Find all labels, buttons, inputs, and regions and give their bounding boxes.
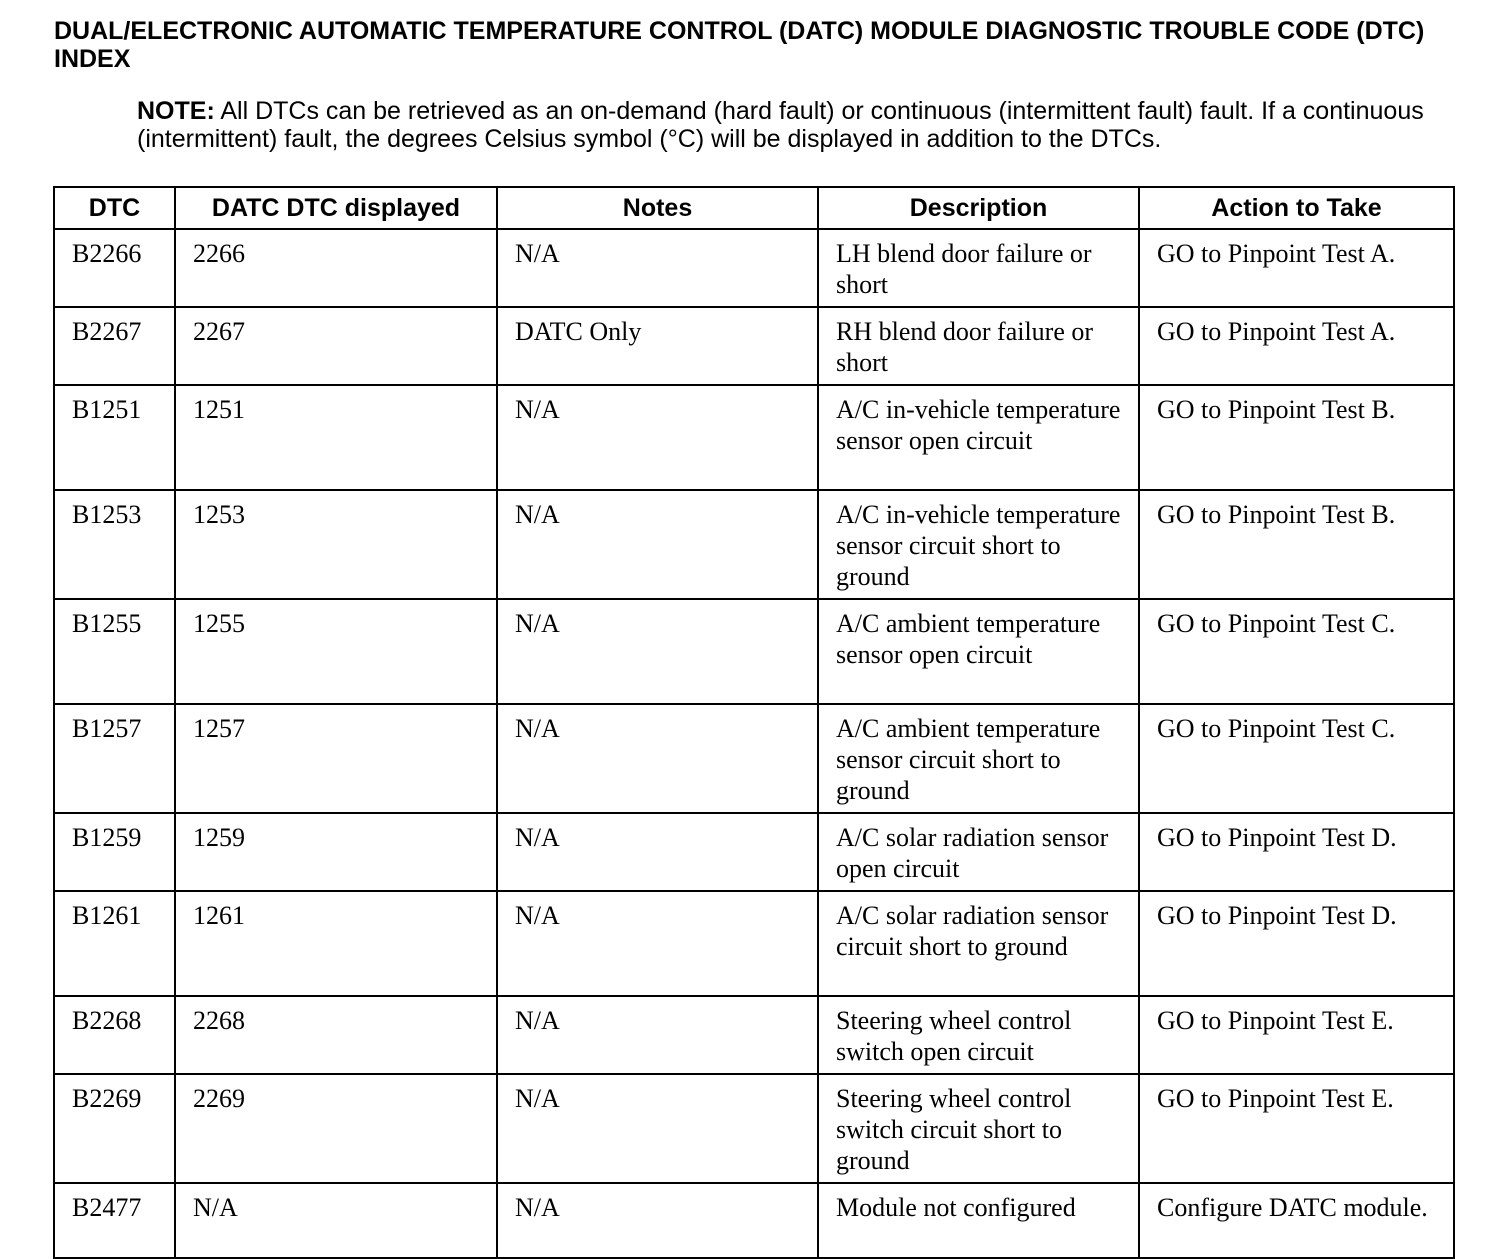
cell-displayed: 1257 xyxy=(175,704,497,813)
cell-notes: N/A xyxy=(497,813,818,891)
cell-notes: N/A xyxy=(497,385,818,490)
cell-description: Steering wheel control switch circuit short to ground xyxy=(818,1074,1139,1183)
cell-notes: N/A xyxy=(497,599,818,704)
cell-description: A/C in-vehicle temperature sensor open circuit xyxy=(818,385,1139,490)
cell-action: GO to Pinpoint Test A. xyxy=(1139,307,1454,385)
cell-action: GO to Pinpoint Test B. xyxy=(1139,490,1454,599)
cell-dtc: B1257 xyxy=(54,704,175,813)
cell-description: A/C ambient temperature sensor open circuit xyxy=(818,599,1139,704)
table-row xyxy=(54,307,1454,385)
cell-dtc: B2267 xyxy=(54,307,175,385)
note-label: NOTE: xyxy=(137,97,215,125)
cell-dtc: B1255 xyxy=(54,599,175,704)
cell-action: GO to Pinpoint Test C. xyxy=(1139,704,1454,813)
cell-dtc: B1259 xyxy=(54,813,175,891)
cell-action: GO to Pinpoint Test A. xyxy=(1139,229,1454,307)
page-title: DUAL/ELECTRONIC AUTOMATIC TEMPERATURE CONTROL (DATC) MODULE DIAGNOSTIC TROUBLE CODE (DTC) INDEX xyxy=(54,17,1425,73)
note-paragraph xyxy=(137,97,1457,153)
cell-notes: N/A xyxy=(497,229,818,307)
cell-action: GO to Pinpoint Test B. xyxy=(1139,385,1454,490)
cell-notes: N/A xyxy=(497,996,818,1074)
cell-action: GO to Pinpoint Test D. xyxy=(1139,813,1454,891)
cell-action: GO to Pinpoint Test E. xyxy=(1139,996,1454,1074)
cell-notes: N/A xyxy=(497,891,818,996)
cell-action: GO to Pinpoint Test E. xyxy=(1139,1074,1454,1183)
cell-displayed: 2266 xyxy=(175,229,497,307)
cell-displayed: 1255 xyxy=(175,599,497,704)
cell-description: A/C in-vehicle temperature sensor circuit short to ground xyxy=(818,490,1139,599)
cell-description: LH blend door failure or short xyxy=(818,229,1139,307)
cell-dtc: B1261 xyxy=(54,891,175,996)
cell-notes: N/A xyxy=(497,1074,818,1183)
table-row xyxy=(54,1183,1454,1258)
cell-dtc: B2266 xyxy=(54,229,175,307)
table-row xyxy=(54,229,1454,307)
cell-displayed: 2267 xyxy=(175,307,497,385)
cell-displayed: 2269 xyxy=(175,1074,497,1183)
cell-displayed: 1251 xyxy=(175,385,497,490)
cell-dtc: B1251 xyxy=(54,385,175,490)
table-row xyxy=(54,599,1454,704)
cell-dtc: B2268 xyxy=(54,996,175,1074)
cell-action: Configure DATC module. xyxy=(1139,1183,1454,1258)
cell-dtc: B2269 xyxy=(54,1074,175,1183)
table-row xyxy=(54,813,1454,891)
cell-description: A/C solar radiation sensor circuit short to ground xyxy=(818,891,1139,996)
cell-notes: N/A xyxy=(497,704,818,813)
cell-displayed: 1259 xyxy=(175,813,497,891)
cell-displayed: 1261 xyxy=(175,891,497,996)
dtc-index-table xyxy=(53,186,1455,1259)
header-notes: Notes xyxy=(497,187,818,229)
cell-dtc: B1253 xyxy=(54,490,175,599)
header-datc-dtc-displayed: DATC DTC displayed xyxy=(175,187,497,229)
cell-description: RH blend door failure or short xyxy=(818,307,1139,385)
cell-notes: N/A xyxy=(497,1183,818,1258)
cell-description: A/C ambient temperature sensor circuit short to ground xyxy=(818,704,1139,813)
cell-notes: N/A xyxy=(497,490,818,599)
cell-description: Module not configured xyxy=(818,1183,1139,1258)
table-row xyxy=(54,996,1454,1074)
cell-displayed: 2268 xyxy=(175,996,497,1074)
cell-displayed: N/A xyxy=(175,1183,497,1258)
cell-action: GO to Pinpoint Test D. xyxy=(1139,891,1454,996)
header-dtc: DTC xyxy=(54,187,175,229)
table-row xyxy=(54,1074,1454,1183)
note-text: All DTCs can be retrieved as an on-demand (hard fault) or continuous (intermittent fault) fault. If a continuous (intermittent) fault, the degrees Celsius symbol (°C) will be displayed in addition to the DTCs. xyxy=(137,97,1424,153)
table-row xyxy=(54,490,1454,599)
table-row xyxy=(54,891,1454,996)
table-header-row xyxy=(54,187,1454,229)
cell-description: Steering wheel control switch open circuit xyxy=(818,996,1139,1074)
table-row xyxy=(54,385,1454,490)
cell-dtc: B2477 xyxy=(54,1183,175,1258)
cell-action: GO to Pinpoint Test C. xyxy=(1139,599,1454,704)
header-description: Description xyxy=(818,187,1139,229)
cell-notes: DATC Only xyxy=(497,307,818,385)
cell-description: A/C solar radiation sensor open circuit xyxy=(818,813,1139,891)
header-action-to-take: Action to Take xyxy=(1139,187,1454,229)
table-row xyxy=(54,704,1454,813)
cell-displayed: 1253 xyxy=(175,490,497,599)
